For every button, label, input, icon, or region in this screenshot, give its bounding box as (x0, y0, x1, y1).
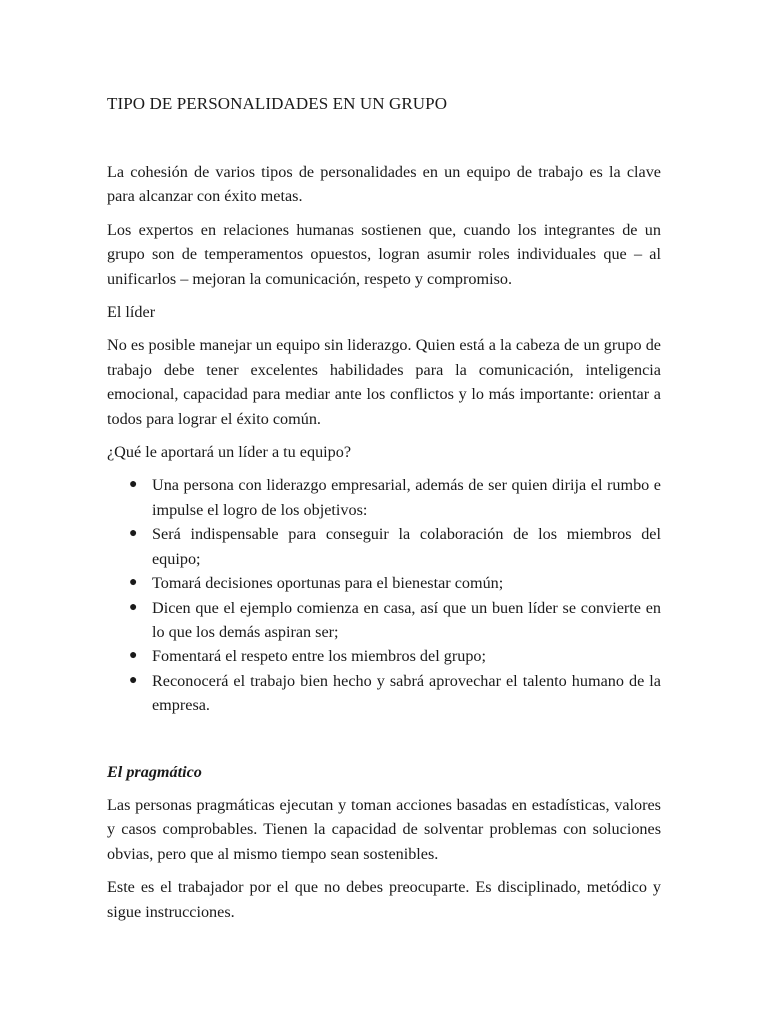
leader-heading: El líder (107, 303, 156, 322)
intro-paragraph-1: La cohesión de varios tipos de personalidades en un equipo de trabajo es la clave para alcanzar con éxito metas. (107, 163, 661, 206)
list-item-text: Dicen que el ejemplo comienza en casa, así que un buen líder se convierte en lo que los demás aspiran ser; (152, 598, 661, 641)
leader-paragraph: No es posible manejar un equipo sin liderazgo. Quien está a la cabeza de un grupo de trabajo debe tener excelentes habilidades para la comunicación, inteligencia emocional, capacidad para mediar ante los conflictos y lo más importante: orientar a todos para lograr el éxito común. (107, 336, 661, 428)
leader-question: ¿Qué le aportará un líder a tu equipo? (107, 443, 352, 462)
list-item (107, 669, 661, 718)
bullet-icon: ● (129, 477, 138, 493)
list-item (107, 644, 661, 668)
list-item (107, 522, 661, 571)
list-item-text: Será indispensable para conseguir la colaboración de los miembros del equipo; (152, 525, 661, 568)
pragmatic-paragraph-2: Este es el trabajador por el que no debes preocuparte. Es disciplinado, metódico y sigue instrucciones. (107, 878, 661, 921)
document-page (107, 92, 661, 933)
leader-bullet-list (107, 473, 661, 717)
list-item (107, 473, 661, 522)
bullet-icon: ● (129, 575, 138, 591)
pragmatic-paragraph-1: Las personas pragmáticas ejecutan y toman acciones basadas en estadísticas, valores y casos comprobables. Tienen la capacidad de solventar problemas con soluciones obvias, pero que al mismo tiempo sean sostenibles. (107, 795, 661, 863)
list-item-text: Una persona con liderazgo empresarial, además de ser quien dirija el rumbo e impulse el logro de los objetivos: (152, 476, 661, 519)
bullet-icon: ● (129, 526, 138, 542)
bullet-icon: ● (129, 599, 138, 615)
list-item (107, 596, 661, 645)
list-item-text: Fomentará el respeto entre los miembros del grupo; (152, 647, 487, 666)
document-title: TIPO DE PERSONALIDADES EN UN GRUPO (107, 94, 448, 113)
list-item (107, 571, 661, 595)
pragmatic-heading: El pragmático (107, 762, 202, 781)
list-item-text: Reconocerá el trabajo bien hecho y sabrá aprovechar el talento humano de la empresa. (152, 671, 661, 715)
list-item-text: Tomará decisiones oportunas para el bienestar común; (152, 574, 504, 593)
bullet-icon: ● (129, 648, 138, 664)
intro-paragraph-2: Los expertos en relaciones humanas sostienen que, cuando los integrantes de un grupo son de temperamentos opuestos, logran asumir roles individuales que – al unificarlos – mejoran la comunicación, respeto y compromiso. (107, 220, 661, 288)
bullet-icon: ● (129, 672, 138, 688)
